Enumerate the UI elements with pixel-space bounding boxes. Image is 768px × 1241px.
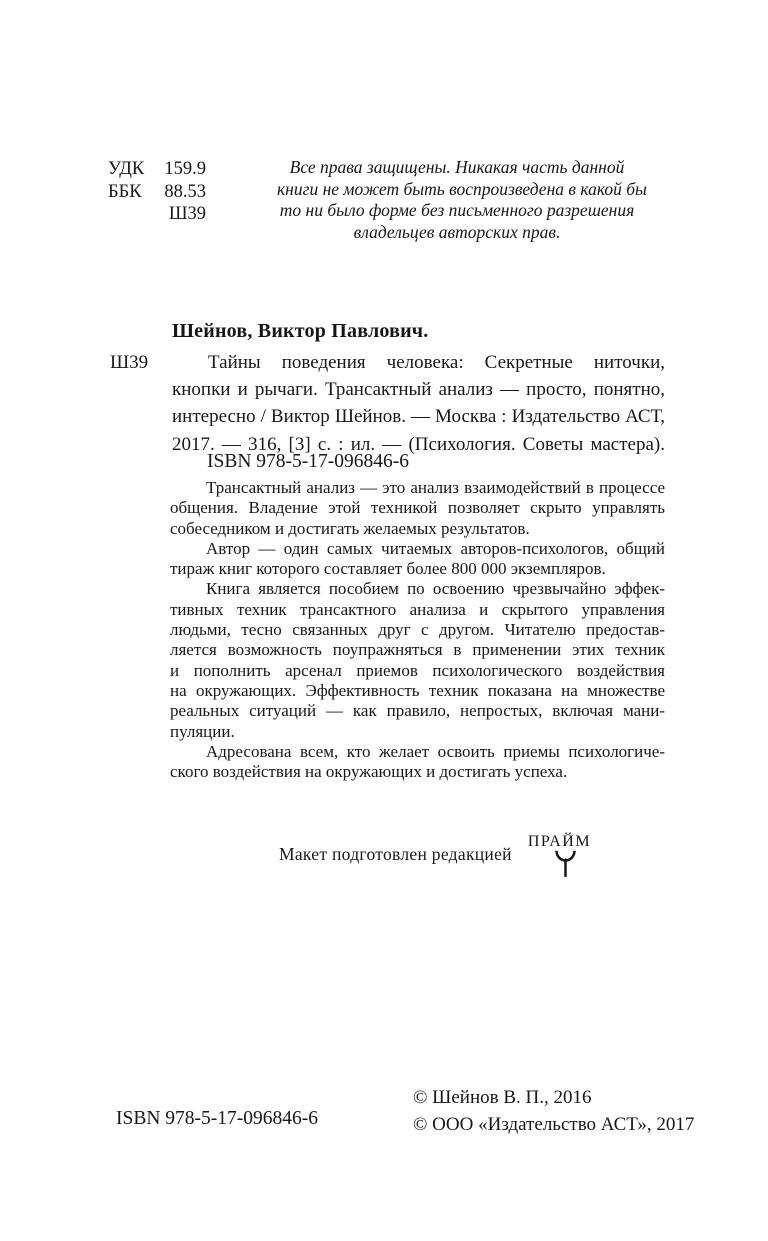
text-line: тивных техник трансактного анализа и скрытого управления <box>170 599 665 619</box>
prime-brand-text: ПРАЙМ <box>527 833 592 850</box>
bbk-label: ББК <box>108 181 142 202</box>
annotation <box>170 478 665 782</box>
text-line: кнопки и рычаги. Трансактный анализ — просто, понятно, <box>172 379 665 401</box>
text-line: собеседником и достигать желаемых результатов. <box>170 518 530 538</box>
biblio-author-sign: Ш39 <box>110 352 149 373</box>
text-line: книги не может быть воспроизведена в какой бы <box>277 178 647 199</box>
annotation-paragraph-1 <box>170 478 665 539</box>
text-line: Книга является пособием по освоению чрезвычайно эффек- <box>206 579 665 599</box>
text-line: реальных ситуаций — как правило, непростых, включая мани- <box>170 701 665 721</box>
author-sign-row <box>108 203 206 226</box>
text-line: Тайны поведения человека: Секретные ниточки, <box>208 352 665 373</box>
text-line: то ни было форме без письменного разрешения <box>279 200 635 221</box>
text-line: общения. Владение этой техникой позволяет скрыто управлять <box>170 498 665 518</box>
bbk-row <box>108 181 206 204</box>
annotation-paragraph-4 <box>170 742 665 783</box>
text-line: Автор — один самых читаемых авторов-психологов, общий <box>206 538 665 558</box>
copyright-block <box>413 1085 694 1138</box>
text-line: на окружающих. Эффективность техник показана на множестве <box>170 680 665 700</box>
text-line: Все права защищены. Никакая часть данной <box>289 157 625 177</box>
text-line: © Шейнов В. П., 2016 <box>413 1087 592 1108</box>
footer-isbn: ISBN 978-5-17-096846-6 <box>116 1108 319 1129</box>
text-line: тираж книг которого составляет более 800 000 экземпляров. <box>170 559 606 579</box>
text-line: ского воздействия на окружающих и достигать успеха. <box>170 762 568 782</box>
text-line: владельцев авторских прав. <box>353 222 561 243</box>
prime-psi-icon <box>552 849 579 877</box>
text-line: пуляции. <box>170 721 235 741</box>
rights-notice <box>277 157 647 244</box>
author-sign-value: Ш39 <box>168 204 206 225</box>
annotation-paragraph-2 <box>170 539 665 580</box>
text-line: интересно / Виктор Шейнов. — Москва : Издательство АСТ, <box>172 406 665 428</box>
udk-value: 159.9 <box>164 159 206 179</box>
text-line: Адресована всем, кто желает освоить приемы психологиче- <box>206 741 665 761</box>
bbk-value: 88.53 <box>164 181 206 202</box>
udk-label: УДК <box>108 159 145 179</box>
text-line: людьми, тесно связанных друг с другом. Читателю предостав- <box>170 620 665 640</box>
text-line: и пополнить арсенал приемов психологического воздействия <box>170 660 665 680</box>
text-line: 2017. — 316, [3] с. : ил. — (Психология. Советы мастера). <box>172 433 665 455</box>
text-line: ляется возможность поупражняться в применении этих техник <box>170 640 665 660</box>
author-heading: Шейнов, Виктор Павлович. <box>172 320 429 342</box>
imprint <box>279 833 591 877</box>
bibliographic-entry <box>172 349 665 458</box>
imprint-label: Макет подготовлен редакцией <box>279 844 512 864</box>
udk-row <box>108 158 206 181</box>
annotation-paragraph-3 <box>170 579 665 741</box>
classification-block <box>108 158 206 226</box>
text-line: Трансактный анализ — это анализ взаимодействий в процессе <box>206 478 665 497</box>
isbn-line: ISBN 978-5-17-096846-6 <box>207 451 410 472</box>
prime-logo <box>528 834 591 877</box>
text-line: © ООО «Издательство АСТ», 2017 <box>413 1113 695 1135</box>
